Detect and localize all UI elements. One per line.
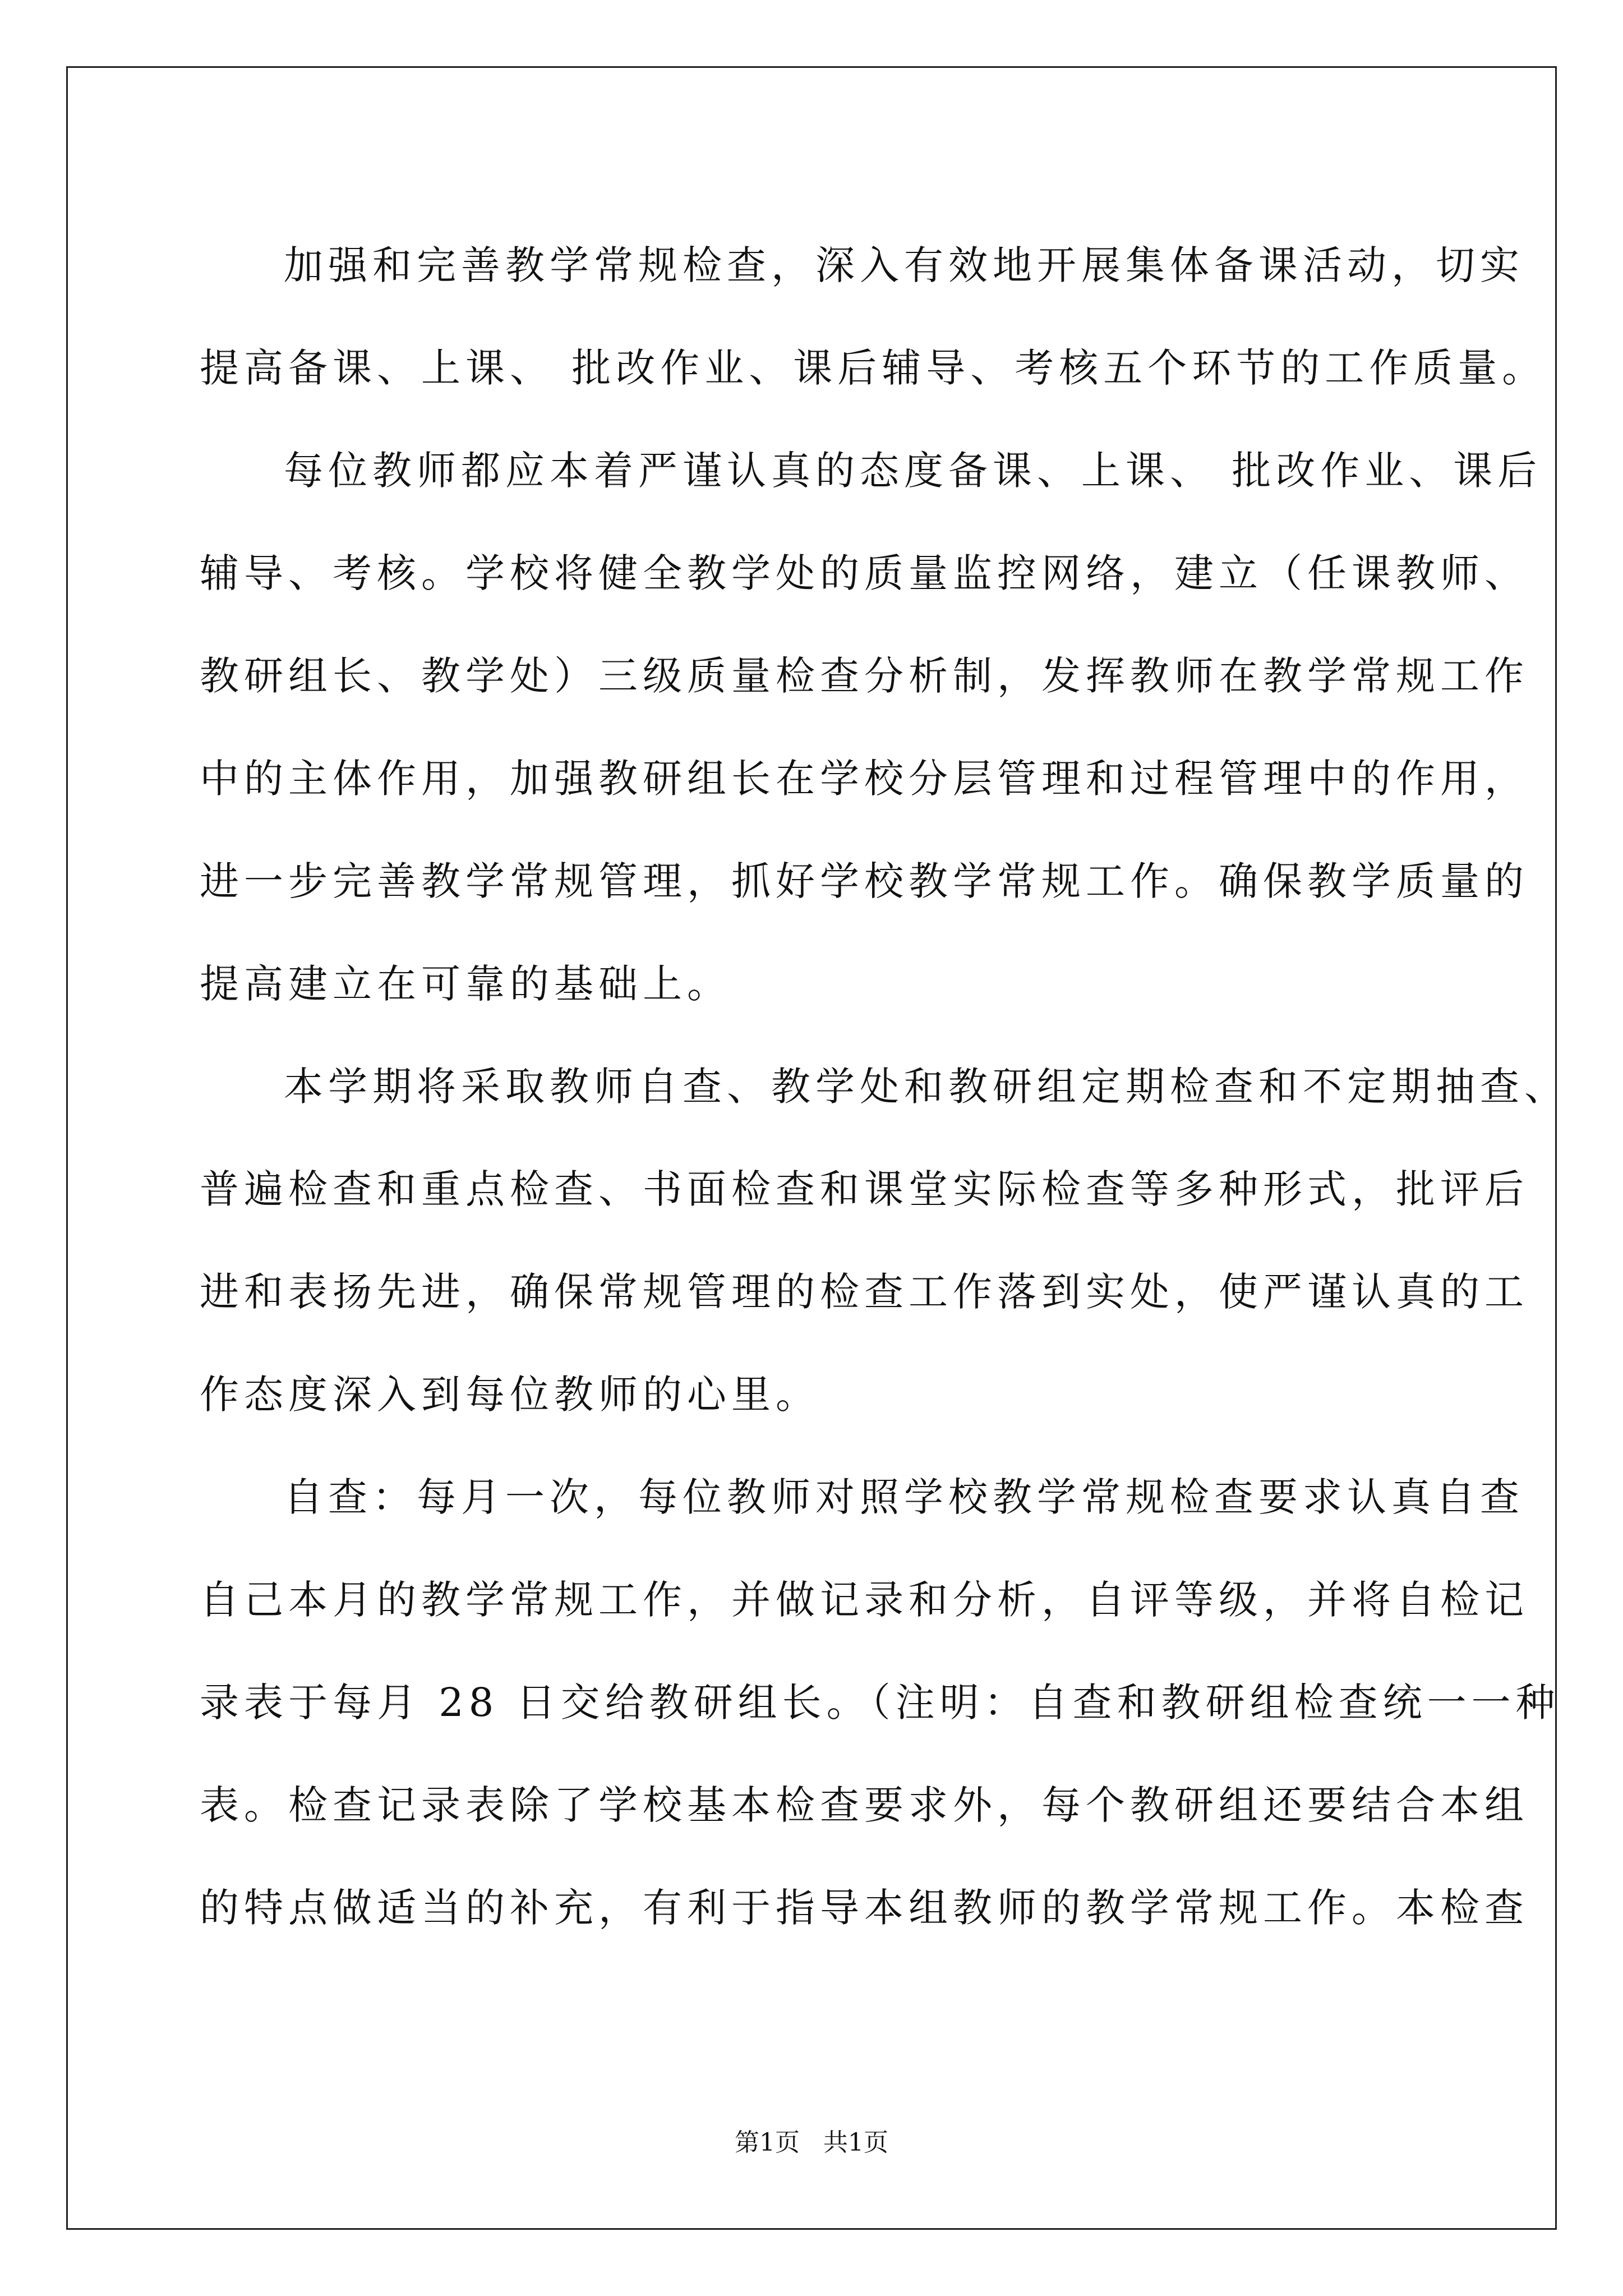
text-line: 每位教师都应本着严谨认真的态度备课、上课、 批改作业、课后 xyxy=(284,448,1542,494)
text-line: 的特点做适当的补充，有利于指导本组教师的教学常规工作。本检查 xyxy=(200,1885,1529,1931)
text-line: 自查：每月一次，每位教师对照学校教学常规检查要求认真自查 xyxy=(284,1474,1524,1520)
text-line: 自己本月的教学常规工作，并做记录和分析，自评等级，并将自检记 xyxy=(200,1577,1529,1623)
text-line: 提高建立在可靠的基础上。 xyxy=(200,961,731,1007)
text-line: 本学期将采取教师自查、教学处和教研组定期检查和不定期抽查、 xyxy=(284,1064,1569,1110)
text-line: 进一步完善教学常规管理，抓好学校教学常规工作。确保教学质量的 xyxy=(200,858,1529,904)
page-footer: 第1页 共1页 xyxy=(735,2128,888,2157)
document-body xyxy=(200,214,1569,1959)
text-line: 教研组长、教学处）三级质量检查分析制，发挥教师在教学常规工作 xyxy=(200,653,1529,699)
text-line: 提高备课、上课、 批改作业、课后辅导、考核五个环节的工作质量。 xyxy=(200,345,1547,391)
text-line: 表。检查记录表除了学校基本检查要求外，每个教研组还要结合本组 xyxy=(200,1782,1529,1828)
text-line: 作态度深入到每位教师的心里。 xyxy=(200,1372,820,1418)
text-line: 进和表扬先进，确保常规管理的检查工作落到实处，使严谨认真的工 xyxy=(200,1269,1529,1315)
text-line: 辅导、考核。学校将健全教学处的质量监控网络，建立（任课教师、 xyxy=(200,550,1529,596)
text-line: 加强和完善教学常规检查，深入有效地开展集体备课活动，切实 xyxy=(284,242,1524,288)
text-line: 中的主体作用，加强教研组长在学校分层管理和过程管理中的作用， xyxy=(200,756,1529,802)
text-line: 录表于每月 28 日交给教研组长。（注明：自查和教研组检查统一一种 xyxy=(200,1680,1560,1726)
text-line: 普遍检查和重点检查、书面检查和课堂实际检查等多种形式，批评后 xyxy=(200,1166,1529,1212)
